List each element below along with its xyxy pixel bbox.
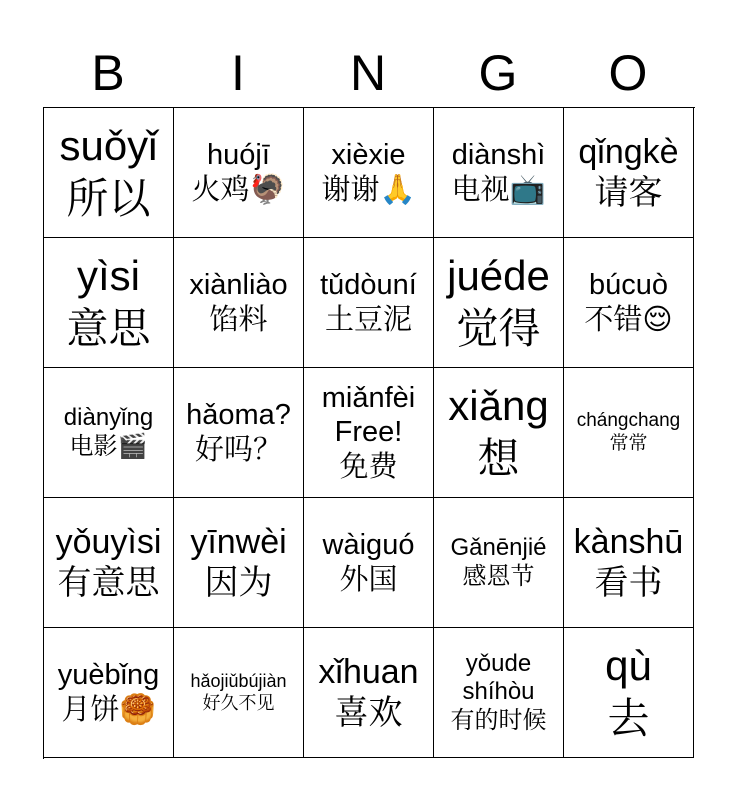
cell-text-line: 外国 bbox=[339, 563, 398, 596]
cell-text-line: 土豆泥 bbox=[324, 303, 412, 336]
bingo-cell[interactable] bbox=[434, 108, 564, 238]
cell-text-line: yìsi bbox=[77, 252, 140, 299]
cell-text-line: miǎnfèi bbox=[321, 382, 416, 415]
cell-text-line: 馅料 bbox=[209, 303, 268, 336]
cell-text-line: 谢谢🙏 bbox=[321, 173, 416, 206]
bingo-cell[interactable] bbox=[304, 498, 434, 628]
bingo-cell[interactable] bbox=[564, 368, 694, 498]
bingo-cell[interactable] bbox=[44, 628, 174, 758]
bingo-cell[interactable] bbox=[304, 368, 434, 498]
cell-text-line: 觉得 bbox=[456, 304, 541, 352]
cell-text-line: huójī bbox=[207, 139, 270, 172]
cell-text-line: yǒuyìsi bbox=[55, 523, 162, 562]
cell-text-line: shíhòu bbox=[462, 678, 535, 706]
cell-text-line: 所以 bbox=[66, 174, 151, 222]
cell-text-line: yīnwèi bbox=[190, 523, 287, 562]
bingo-cell[interactable] bbox=[304, 108, 434, 238]
bingo-grid bbox=[43, 107, 695, 759]
cell-text-line: diànyǐng bbox=[63, 404, 154, 432]
bingo-cell[interactable] bbox=[174, 498, 304, 628]
cell-text-line: 意思 bbox=[66, 304, 151, 352]
cell-text-line: 好久不见 bbox=[202, 692, 275, 713]
bingo-cell[interactable] bbox=[44, 368, 174, 498]
cell-text-line: Free! bbox=[334, 416, 403, 449]
bingo-cell[interactable] bbox=[434, 498, 564, 628]
cell-text-line: xiànliào bbox=[189, 269, 288, 302]
bingo-cell[interactable] bbox=[174, 108, 304, 238]
cell-text-line: xièxie bbox=[331, 139, 406, 172]
cell-text-line: búcuò bbox=[588, 269, 668, 302]
cell-text-line: xiǎng bbox=[448, 382, 549, 429]
cell-text-line: 因为 bbox=[204, 563, 273, 602]
bingo-cell[interactable] bbox=[564, 628, 694, 758]
bingo-cell[interactable] bbox=[434, 238, 564, 368]
cell-text-line: 免费 bbox=[339, 450, 398, 483]
bingo-cell[interactable] bbox=[434, 628, 564, 758]
bingo-cell[interactable] bbox=[44, 498, 174, 628]
cell-text-line: qǐngkè bbox=[578, 133, 679, 172]
cell-text-line: 火鸡🦃 bbox=[191, 173, 286, 206]
bingo-cell[interactable] bbox=[304, 628, 434, 758]
bingo-cell[interactable] bbox=[174, 368, 304, 498]
cell-text-line: hǎoma? bbox=[186, 399, 291, 432]
cell-text-line: tǔdòuní bbox=[320, 269, 417, 302]
cell-text-line: 感恩节 bbox=[462, 562, 535, 590]
cell-text-line: 电视📺 bbox=[451, 173, 546, 206]
cell-text-line: yuèbǐng bbox=[57, 659, 160, 692]
cell-text-line: 有的时候 bbox=[450, 706, 547, 734]
cell-text-line: 请客 bbox=[594, 173, 663, 212]
bingo-cell[interactable] bbox=[564, 498, 694, 628]
header-letter-i: I bbox=[231, 45, 245, 101]
cell-text-line: 去 bbox=[607, 694, 650, 742]
cell-text-line: kànshū bbox=[573, 523, 684, 562]
cell-text-line: 不错😌 bbox=[584, 303, 673, 336]
cell-text-line: 电影🎬 bbox=[69, 432, 148, 460]
bingo-cell[interactable] bbox=[44, 238, 174, 368]
cell-text-line: chángchang bbox=[576, 410, 681, 432]
cell-text-line: diànshì bbox=[451, 139, 546, 172]
cell-text-line: 月饼🥮 bbox=[61, 693, 156, 726]
cell-text-line: 有意思 bbox=[57, 563, 160, 602]
header-letter-g: G bbox=[478, 45, 518, 101]
bingo-cell[interactable] bbox=[44, 108, 174, 238]
cell-text-line: Gǎnēnjié bbox=[450, 534, 547, 562]
bingo-cell[interactable] bbox=[304, 238, 434, 368]
cell-text-line: 常常 bbox=[609, 432, 648, 454]
cell-text-line: 喜欢 bbox=[334, 693, 403, 732]
header-letter-n: N bbox=[349, 45, 387, 101]
cell-text-line: qù bbox=[605, 642, 652, 689]
cell-text-line: 想 bbox=[477, 434, 520, 482]
bingo-cell[interactable] bbox=[564, 238, 694, 368]
cell-text-line: juéde bbox=[447, 252, 550, 299]
bingo-cell[interactable] bbox=[564, 108, 694, 238]
cell-text-line: wàiguó bbox=[322, 529, 415, 562]
cell-text-line: yǒude bbox=[465, 650, 532, 678]
cell-text-line: suǒyǐ bbox=[59, 122, 158, 169]
header-letter-o: O bbox=[608, 45, 648, 101]
header-letter-b: B bbox=[91, 45, 125, 101]
cell-text-line: xǐhuan bbox=[318, 653, 419, 692]
bingo-cell[interactable] bbox=[434, 368, 564, 498]
cell-text-line: hǎojiǔbújiàn bbox=[190, 670, 287, 691]
bingo-header bbox=[43, 40, 693, 106]
cell-text-line: 看书 bbox=[594, 563, 663, 602]
bingo-cell[interactable] bbox=[174, 628, 304, 758]
cell-text-line: 好吗？ bbox=[194, 433, 282, 466]
bingo-cell[interactable] bbox=[174, 238, 304, 368]
